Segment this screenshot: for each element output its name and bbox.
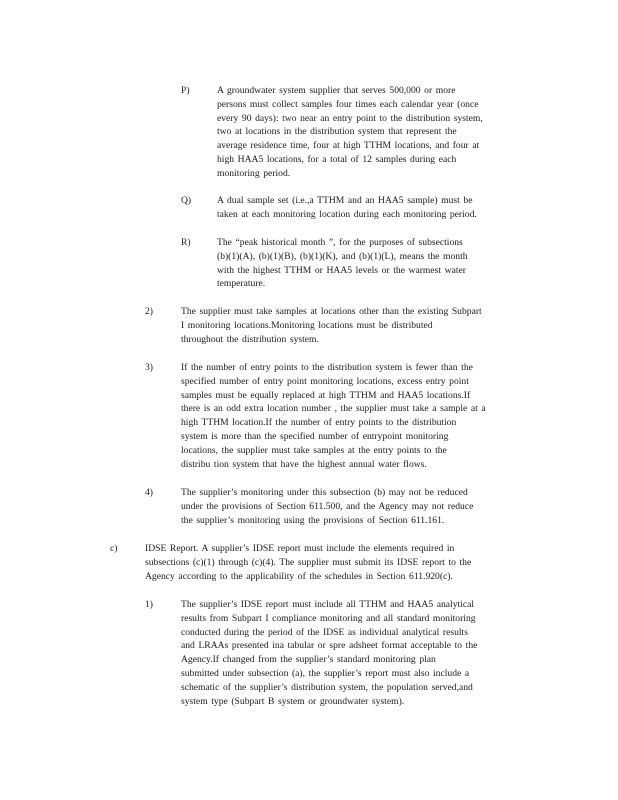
text-line: The supplier’s IDSE report must include all TTHM and HAA5 analytical — [181, 599, 475, 610]
item-label-R: R) — [181, 237, 191, 248]
paragraph-R — [217, 236, 533, 291]
item-label-2: 2) — [145, 306, 153, 317]
paragraph-c — [145, 542, 541, 583]
text-line: The supplier’s monitoring under this subsection (b) may not be reduced — [181, 487, 468, 498]
text-line: high TTHM location.If the number of entry points to the distribution — [181, 417, 457, 429]
text-line: system type (Subpart B system or groundwater system). — [181, 695, 405, 707]
text-line: throughout the distribution system. — [181, 333, 319, 345]
text-line: Agency according to the applicability of the schedules in Section 611.920(c). — [145, 570, 453, 582]
text-line: submitted under subsection (a), the supplier’s report must also include a — [181, 667, 470, 679]
text-line: samples must be equally replaced at high TTHM and HAA5 locations.If — [181, 389, 471, 401]
text-line: and LRAAs presented ina tabular or spre adsheet format acceptable to the — [181, 640, 478, 652]
text-line: distribu tion system that have the highest annual water flows. — [181, 458, 427, 470]
item-label-Q: Q) — [181, 195, 192, 206]
paragraph-2 — [181, 305, 537, 346]
text-line: If the number of entry points to the distribution system is fewer than the — [181, 362, 473, 373]
text-line: results from Subpart I compliance monitoring and all standard monitoring — [181, 612, 476, 624]
text-line: there is an odd extra location number , the supplier must take a sample at a — [181, 403, 486, 415]
text-line: temperature. — [217, 278, 266, 290]
text-line: schematic of the supplier’s distribution system, the population served,and — [181, 681, 473, 693]
text-line: high HAA5 locations, for a total of 12 samples during each — [217, 153, 457, 165]
text-line: (b)(1)(A), (b)(1)(B), (b)(1)(K), and (b)(1)(L), means the month — [217, 250, 468, 262]
text-line: taken at each monitoring location during each monitoring period. — [217, 208, 477, 220]
text-line: persons must collect samples four times each calendar year (once — [217, 98, 479, 110]
text-line: A groundwater system supplier that serves 500,000 or more — [217, 85, 456, 96]
text-line: I monitoring locations.Monitoring locations must be distributed — [181, 319, 433, 331]
item-label-1: 1) — [145, 599, 153, 610]
text-line: system is more than the specified number of entrypoint monitoring — [181, 430, 449, 442]
text-line: The supplier must take samples at locations other than the existing Subpart — [181, 306, 482, 317]
item-label-P: P) — [181, 85, 190, 96]
text-line: two at locations in the distribution system that represent the — [217, 126, 457, 138]
paragraph-P — [217, 84, 533, 181]
text-line: every 90 days): two near an entry point to the distribution system, — [217, 112, 483, 124]
text-line: with the highest TTHM or HAA5 levels or the warmest water — [217, 264, 466, 276]
text-line: monitoring period. — [217, 167, 291, 179]
item-label-3: 3) — [145, 362, 153, 373]
text-line: A dual sample set (i.e.,a TTHM and an HAA5 sample) must be — [217, 195, 473, 206]
text-line: IDSE Report. A supplier’s IDSE report must include the elements required in — [145, 543, 455, 554]
text-line: locations, the supplier must take samples at the entry points to the — [181, 444, 447, 456]
text-line: under the provisions of Section 611.500, and the Agency may not reduce — [181, 500, 474, 512]
text-line: average residence time, four at high TTHM locations, and four at — [217, 140, 480, 152]
item-label-c: c) — [110, 543, 118, 554]
text-line: the supplier’s monitoring using the provisions of Section 611.161. — [181, 514, 445, 526]
paragraph-4 — [181, 486, 537, 527]
text-line: The “peak historical month ”, for the purposes of subsections — [217, 237, 463, 248]
text-line: subsections (c)(1) through (c)(4). The supplier must submit its IDSE report to the — [145, 556, 472, 568]
text-line: conducted during the period of the IDSE as individual analytical results — [181, 626, 468, 638]
item-label-4: 4) — [145, 487, 153, 498]
paragraph-Q — [217, 194, 533, 222]
paragraph-3 — [181, 361, 541, 471]
text-line: specified number of entry point monitoring locations, excess entry point — [181, 375, 469, 387]
text-line: Agency.If changed from the supplier’s standard monitoring plan — [181, 654, 436, 666]
paragraph-1 — [181, 598, 537, 708]
